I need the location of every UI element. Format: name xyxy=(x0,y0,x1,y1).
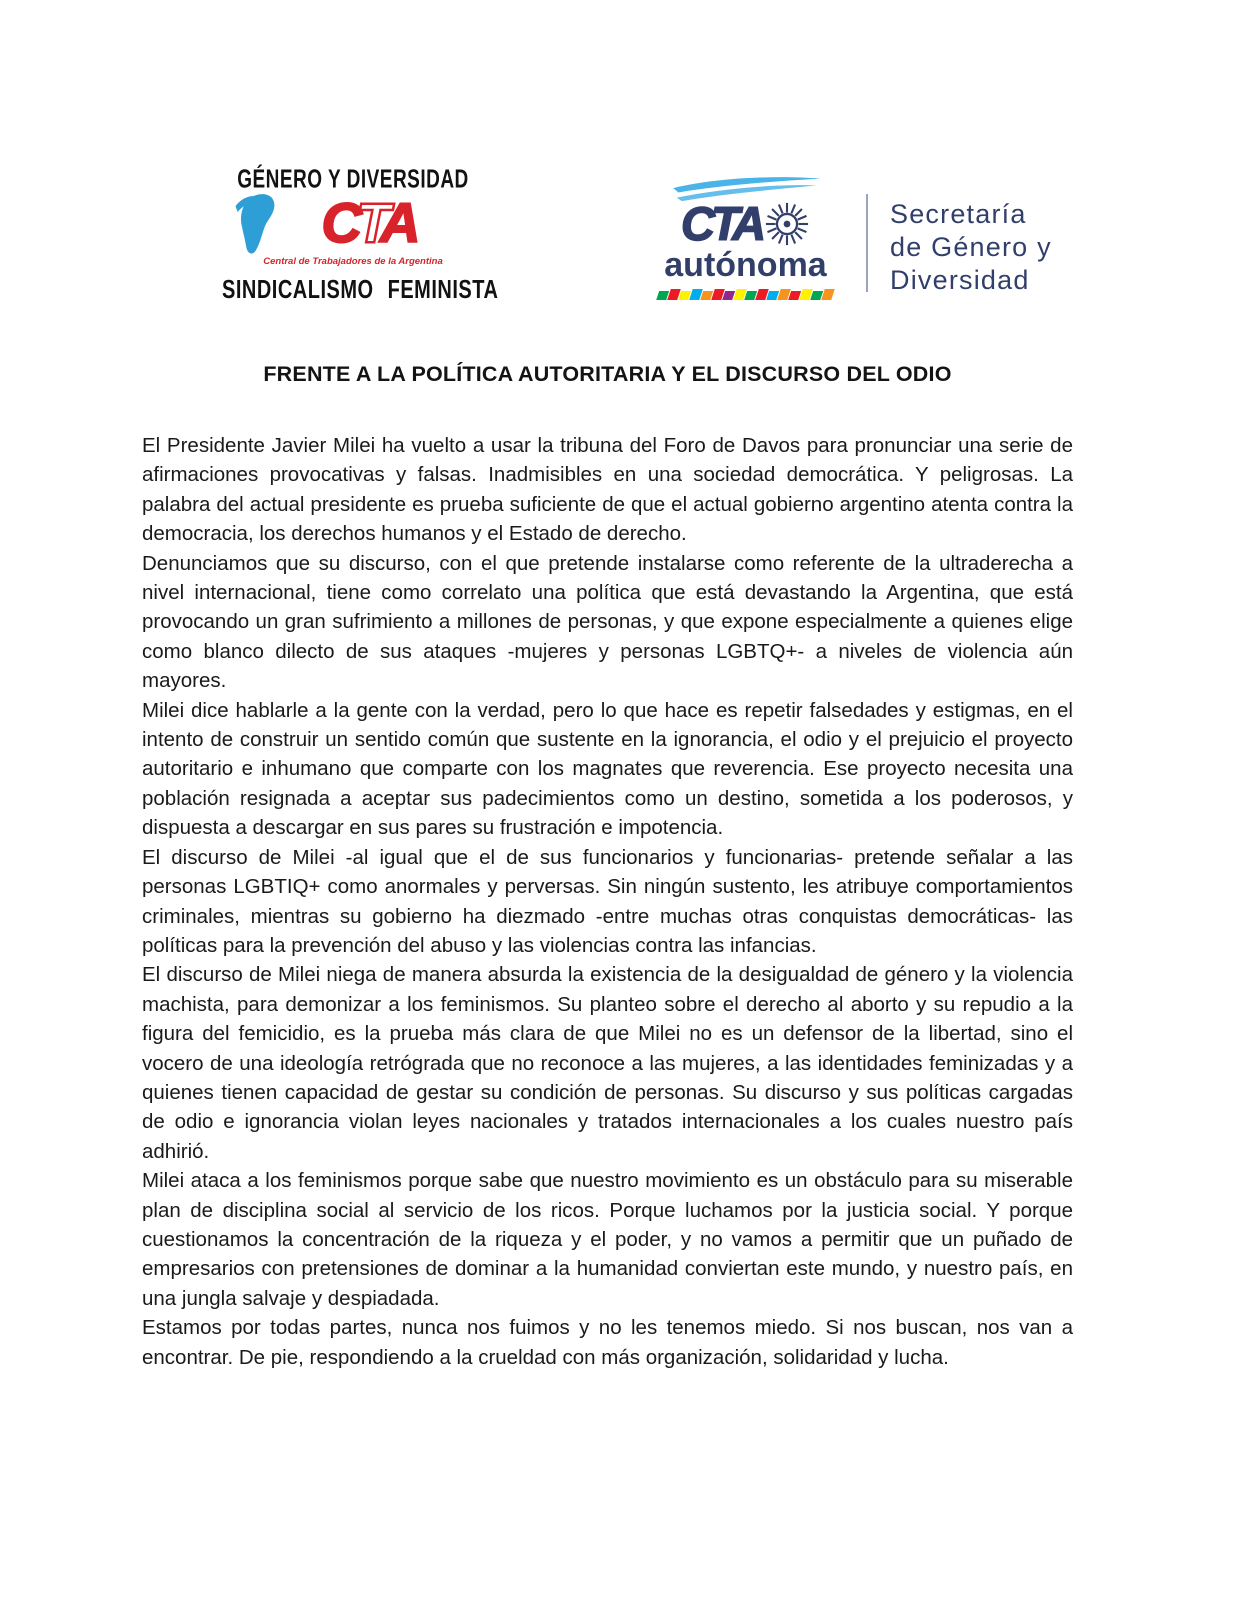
secretariat-line: Secretaría xyxy=(890,199,1027,229)
logo-top-text: GÉNERO Y DIVERSIDAD xyxy=(237,166,469,195)
document-paragraph-2: Denunciamos que su discurso, con el que pretende instalarse como referente de la ultraderecha a nivel internacional, tiene como correlato una política que está devastando la Argentina, que está provocando un gran sufrimiento a millones de personas, y que expone especialmente a quienes elige como blanco dilecto de sus ataques -mujeres y personas LGBTQ+- a niveles de violencia aún mayores. xyxy=(142,551,1073,693)
logo-bottom-text: SINDICALISMO FEMINISTA xyxy=(222,276,499,305)
cta-genero-diversidad-logo xyxy=(222,166,499,305)
document-paragraph-4: El discurso de Milei -al igual que el de sus funcionarios y funcionarias- pretende señalar a las personas LGBTIQ+ como anormales y perversas. Sin ningún sustento, les atribuye comportamientos criminales, mientras su gobierno ha diezmado -entre muchas otras conquistas democráticas- las políticas para la prevención del abuso y las violencias contra las infancias. xyxy=(142,845,1073,957)
document-paragraph-5: El discurso de Milei niega de manera absurda la existencia de la desigualdad de género y la violencia machista, para demonizar a los feminismos. Su planteo sobre el derecho al aborto y su repudio a la figura del femicidio, es la prueba más clara de que Milei no es un defensor de la libertad, sino el vocero de una ideología retrógrada que no reconoce a las mujeres, a las identidades feminizadas y a quienes tienen capacidad de gestar su condición de personas. Su discurso y sus políticas cargadas de odio e ignorancia violan leyes nacionales y tratados internacionales a los cuales nuestro país adhirió. xyxy=(142,963,1073,1163)
wiphala-strip-icon xyxy=(656,289,835,300)
logo-divider xyxy=(866,194,868,292)
secretariat-title xyxy=(890,198,1052,297)
secretariat-line: Diversidad xyxy=(890,265,1030,295)
document-paragraph-1: El Presidente Javier Milei ha vuelto a usar la tribuna del Foro de Davos para pronunciar una serie de afirmaciones provocativas y falsas. Inadmisibles en una sociedad democrática. Y peligrosas. La palabra del actual presidente es prueba suficiente de que el actual gobierno argentino atenta contra la democracia, los derechos humanos y el Estado de derecho. xyxy=(142,434,1073,546)
cta-acronym-red: CTA xyxy=(321,191,415,254)
sun-of-may-icon xyxy=(764,201,810,247)
cta-acronym-navy: CTA xyxy=(680,197,763,250)
document-body xyxy=(142,362,1073,1372)
autonoma-wordmark: autónoma xyxy=(664,246,827,284)
cta-autonoma-logo xyxy=(648,176,843,300)
document-title: FRENTE A LA POLÍTICA AUTORITARIA Y EL DISCURSO DEL ODIO xyxy=(263,362,952,386)
secretariat-line: de Género y xyxy=(890,232,1052,262)
logo-subtitle: Central de Trabajadores de la Argentina xyxy=(263,256,443,267)
south-america-bird-icon xyxy=(230,190,282,256)
document-paragraph-3: Milei dice hablarle a la gente con la verdad, pero lo que hace es repetir falsedades y estigmas, en el intento de construir un sentido común que sustente en la ignorancia, el odio y el prejuicio el proyecto autoritario e inhumano que comparte con los magnates que reverencia. Ese proyecto necesita una población resignada a aceptar sus padecimientos como un destino, sometida a los poderosos, y dispuesta a descargar en sus pares su frustración e impotencia. xyxy=(142,698,1073,840)
document-paragraph-7: Estamos por todas partes, nunca nos fuimos y no les tenemos miedo. Si nos buscan, nos van a encontrar. De pie, respondiendo a la crueldad con más organización, solidaridad y lucha. xyxy=(142,1316,1073,1369)
document-paragraph-6: Milei ataca a los feminismos porque sabe que nuestro movimiento es un obstáculo para su miserable plan de disciplina social al servicio de los ricos. Porque luchamos por la justicia social. Y porque cuestionamos la concentración de la riqueza y el poder, y no vamos a permitir que un puñado de empresarios con pretensiones de dominar a la humanidad conviertan este mundo, y nuestro país, en una jungla salvaje y despiadada. xyxy=(142,1169,1073,1310)
